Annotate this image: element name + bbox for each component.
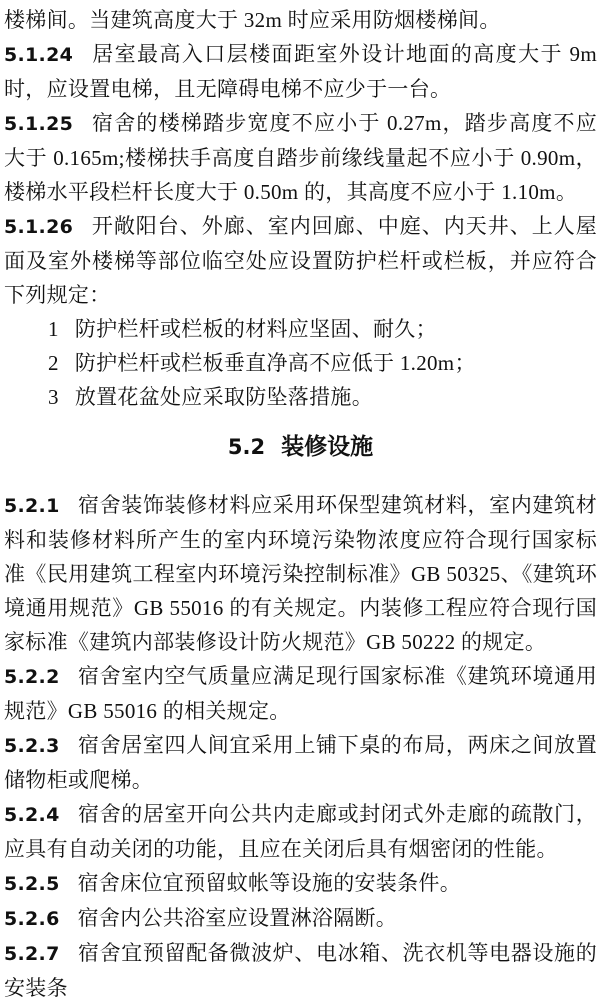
item-number: 2 (48, 351, 59, 375)
clause-text: 楼梯间。当建筑高度大于 32m 时应采用防烟楼梯间。 (4, 8, 501, 32)
clause-5-2-5 (4, 866, 597, 901)
section-title: 装修设施 (281, 434, 374, 459)
list-item-3 (4, 380, 597, 414)
clause-text: 宿舍床位宜预留蚊帐等设施的安装条件。 (77, 871, 462, 895)
item-text: 防护栏杆或栏板的材料应坚固、耐久； (74, 317, 437, 341)
item-text: 防护栏杆或栏板垂直净高不应低于 1.20m； (74, 351, 476, 375)
clause-text: 开敞阳台、外廊、室内回廊、中庭、内天井、上人屋面及室外楼梯等部位临空处应设置防护栏杆或栏板，并应符合下列规定： (4, 214, 597, 307)
paragraph-continued (4, 3, 597, 37)
clause-number: 5.1.26 (4, 216, 74, 238)
section-heading (4, 430, 597, 464)
clause-number: 5.2.2 (4, 666, 60, 688)
clause-number: 5.2.1 (4, 495, 60, 517)
clause-text: 宿舍内公共浴室应设置淋浴隔断。 (77, 906, 398, 930)
list-item-1 (4, 312, 597, 346)
clause-5-2-4 (4, 797, 597, 866)
clause-5-1-24 (4, 37, 597, 106)
clause-number: 5.2.5 (4, 873, 60, 895)
clause-text: 宿舍的居室开向公共内走廊或封闭式外走廊的疏散门，应具有自动关闭的功能，且应在关闭后具有烟密闭的性能。 (4, 802, 597, 861)
clause-number: 5.2.3 (4, 735, 60, 757)
clause-5-2-1 (4, 488, 597, 659)
clause-5-1-26 (4, 209, 597, 312)
clause-5-2-7 (4, 936, 597, 1005)
clause-number: 5.2.4 (4, 804, 60, 826)
clause-text: 宿舍装饰装修材料应采用环保型建筑材料，室内建筑材料和装修材料所产生的室内环境污染物浓度应符合现行国家标准《民用建筑工程室内环境污染控制标准》GB 50325、《建筑环境通用规范》GB 55016 的有关规定。内装修工程应符合现行国家标准《建筑内部装修设计防火规范》GB 50222 的规定。 (4, 493, 597, 654)
clause-text: 居室最高入口层楼面距室外设计地面的高度大于 9m 时，应设置电梯，且无障碍电梯不应少于一台。 (4, 42, 597, 101)
clause-5-1-25 (4, 106, 597, 209)
clause-text: 宿舍室内空气质量应满足现行国家标准《建筑环境通用规范》GB 55016 的相关规定。 (4, 664, 597, 723)
item-number: 1 (48, 317, 59, 341)
clause-5-2-3 (4, 728, 597, 797)
clause-number: 5.2.6 (4, 908, 60, 930)
item-number: 3 (48, 385, 59, 409)
clause-number: 5.1.25 (4, 113, 74, 135)
list-item-2 (4, 346, 597, 380)
clause-5-2-6 (4, 901, 597, 936)
clause-number: 5.1.24 (4, 44, 74, 66)
clause-text: 宿舍宜预留配备微波炉、电冰箱、洗衣机等电器设施的安装条 (4, 941, 597, 1000)
clause-text: 宿舍居室四人间宜采用上铺下桌的布局，两床之间放置储物柜或爬梯。 (4, 733, 597, 792)
clause-text: 宿舍的楼梯踏步宽度不应小于 0.27m，踏步高度不应大于 0.165m;楼梯扶手高度自踏步前缘线量起不应小于 0.90m，楼梯水平段栏杆长度大于 0.50m 的，其高度不应小于 1.10m。 (4, 111, 597, 204)
item-text: 放置花盆处应采取防坠落措施。 (74, 385, 374, 409)
clause-5-2-2 (4, 659, 597, 728)
section-number: 5.2 (227, 435, 266, 459)
clause-number: 5.2.7 (4, 943, 60, 965)
